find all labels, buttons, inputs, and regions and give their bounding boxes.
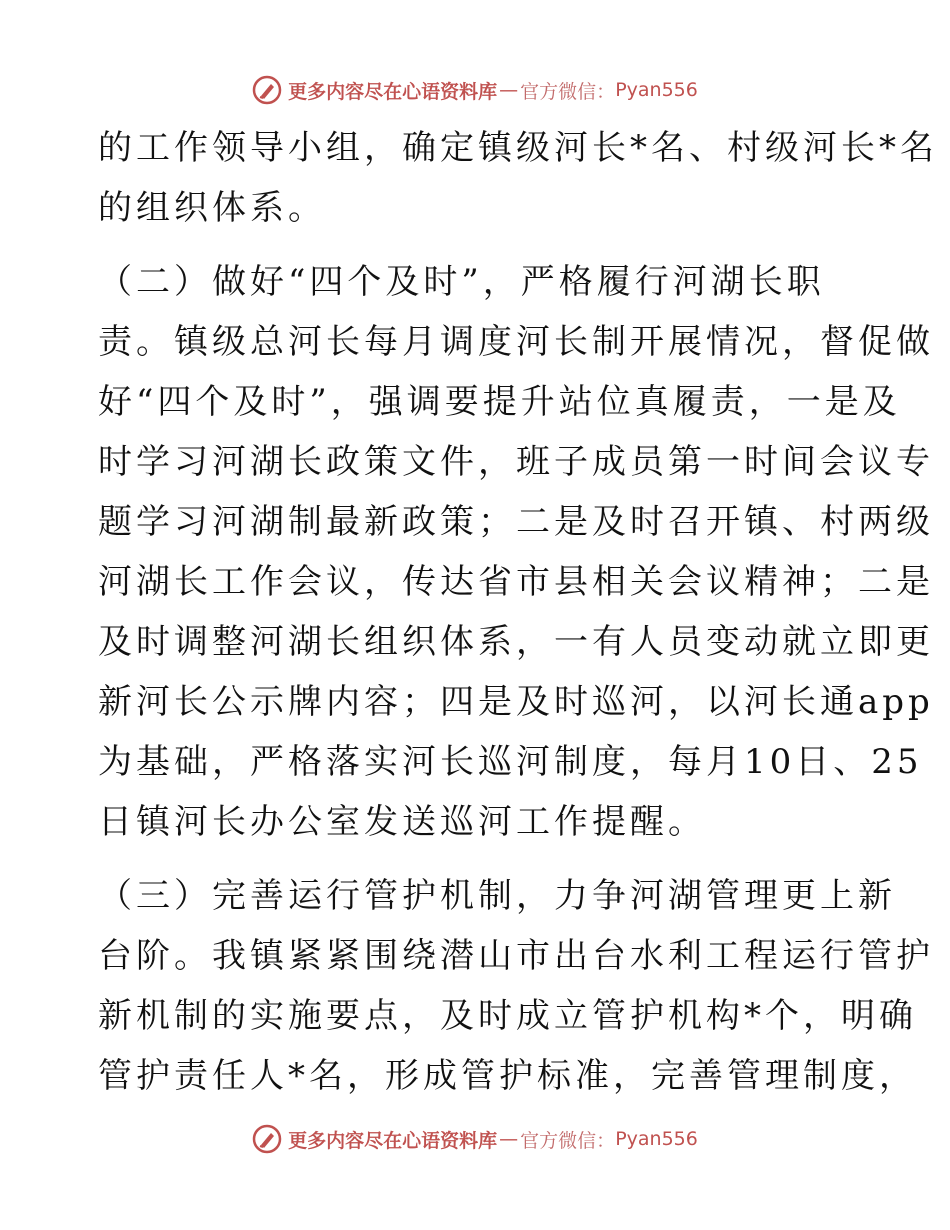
watermark-dash: — <box>499 1128 519 1150</box>
text-line: 题学习河湖制最新政策；二是及时召开镇、村两级 <box>98 502 934 542</box>
text-line: 的工作领导小组，确定镇级河长*名、村级河长*名 <box>98 128 938 168</box>
pen-logo-icon <box>252 75 282 105</box>
document-body <box>98 118 938 1106</box>
text-line: 的组织体系。 <box>98 188 326 228</box>
section-heading-line: （三）完善运行管护机制，力争河湖管理更上新 <box>98 876 896 916</box>
watermark-main-text: 更多内容尽在心语资料库 <box>288 1129 498 1152</box>
text-line: 管护责任人*名，形成管护标准，完善管理制度， <box>98 1056 917 1096</box>
text-line: 时学习河湖长政策文件，班子成员第一时间会议专 <box>98 442 934 482</box>
watermark-id: Pyan556 <box>615 79 698 101</box>
watermark-sub-text: 官方微信： <box>520 1129 616 1152</box>
text-line: 新机制的实施要点，及时成立管护机构*个，明确 <box>98 996 917 1036</box>
paragraph-1 <box>98 118 938 238</box>
text-line: 为基础，严格落实河长巡河制度，每月10日、25 <box>98 742 923 782</box>
watermark-dash: — <box>499 79 519 101</box>
pen-logo-icon <box>252 1124 282 1154</box>
text-line: 河湖长工作会议，传达省市县相关会议精神；二是 <box>98 562 934 602</box>
text-line: 日镇河长办公室发送巡河工作提醒。 <box>98 802 706 842</box>
paragraph-3 <box>98 866 934 1106</box>
text-line: 责。镇级总河长每月调度河长制开展情况，督促做 <box>98 322 934 362</box>
watermark-main-text: 更多内容尽在心语资料库 <box>288 80 498 103</box>
section-heading-line: （二）做好“四个及时”，严格履行河湖长职 <box>98 262 825 302</box>
text-line: 新河长公示牌内容；四是及时巡河，以河长通app <box>98 682 934 722</box>
text-line: 台阶。我镇紧紧围绕潜山市出台水利工程运行管护 <box>98 936 934 976</box>
paragraph-2 <box>98 252 934 852</box>
text-line: 及时调整河湖长组织体系，一有人员变动就立即更 <box>98 622 934 662</box>
watermark-sub-text: 官方微信： <box>520 80 616 103</box>
watermark-footer <box>0 1119 950 1159</box>
text-line: 好“四个及时”，强调要提升站位真履责，一是及 <box>98 382 901 422</box>
watermark-id: Pyan556 <box>615 1128 698 1150</box>
watermark-header <box>0 70 950 110</box>
